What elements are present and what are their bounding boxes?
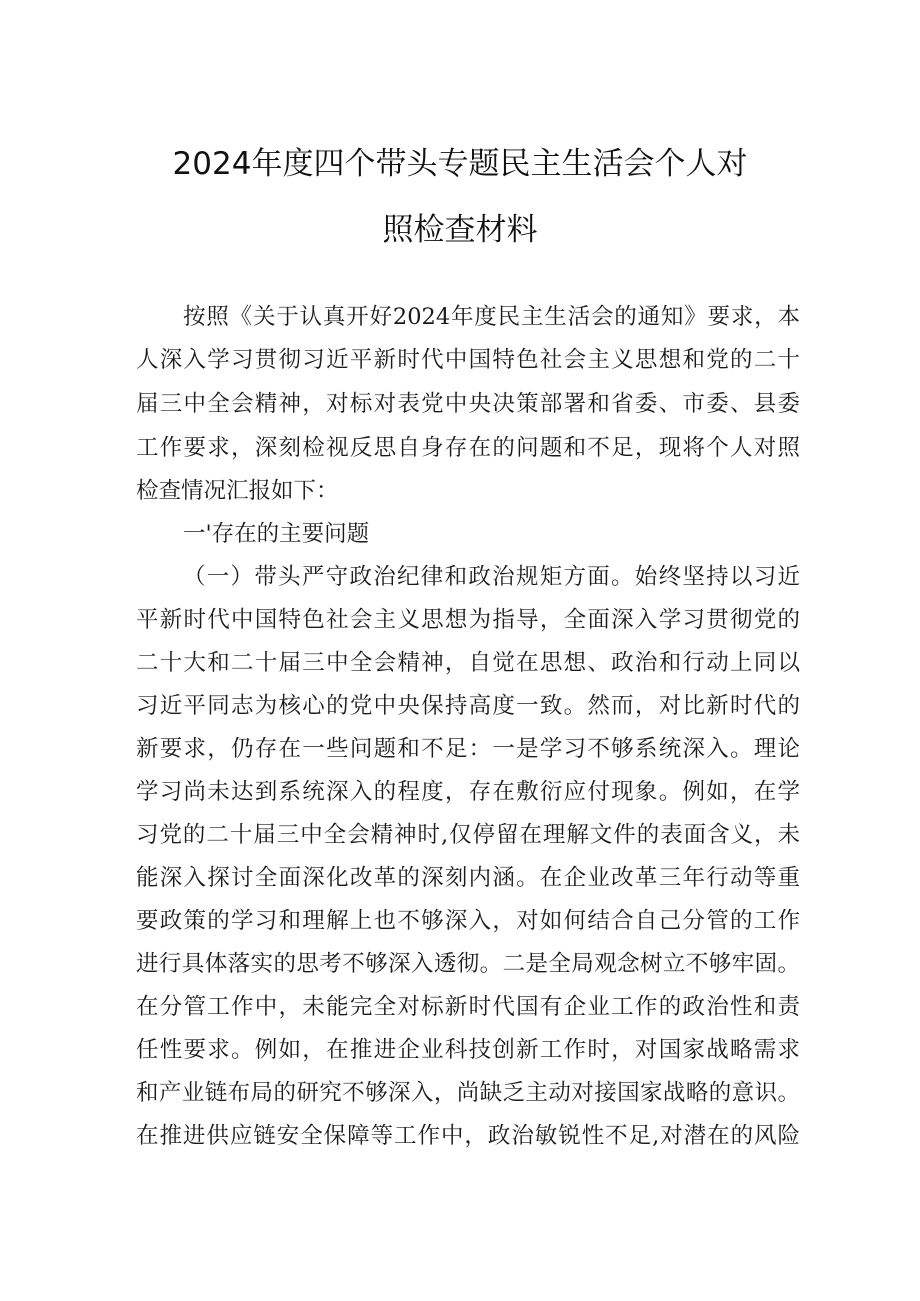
body-line: 学习尚未达到系统深入的程度，存在敷衍应付现象。例如，在学 [136,779,800,805]
body-line: 新要求，仍存在一些问题和不足：一是学习不够系统深入。理论 [136,736,800,762]
body-line: 习党的二十届三中全会精神时,仅停留在理解文件的表面含义，未 [136,822,800,848]
document-title-line-2: 照检查材料 [382,212,538,248]
intro-line: 按照《关于认真开好2024年度民主生活会的通知》要求，本 [183,304,800,330]
body-line: 平新时代中国特色社会主义思想为指导，全面深入学习贯彻党的 [136,607,800,633]
body-line: 任性要求。例如，在推进企业科技创新工作时，对国家战略需求 [136,1037,800,1063]
body-line: （一）带头严守政治纪律和政治规矩方面。始终坚持以习近 [183,564,800,590]
body-line: 要政策的学习和理解上也不够深入，对如何结合自己分管的工作 [136,908,800,934]
body-line: 在分管工作中，未能完全对标新时代国有企业工作的政治性和责 [136,994,800,1020]
intro-line: 人深入学习贯彻习近平新时代中国特色社会主义思想和党的二十 [136,347,800,373]
intro-line: 工作要求，深刻检视反思自身存在的问题和不足，现将个人对照 [136,435,800,461]
body-line: 在推进供应链安全保障等工作中，政治敏锐性不足,对潜在的风险 [136,1123,800,1149]
body-line: 进行具体落实的思考不够深入透彻。二是全局观念树立不够牢固。 [136,951,800,977]
document-title-line-1: 2024年度四个带头专题民主生活会个人对 [172,146,748,182]
body-line: 二十大和二十届三中全会精神，自觉在思想、政治和行动上同以 [136,650,800,676]
body-line: 习近平同志为核心的党中央保持高度一致。然而，对比新时代的 [136,693,800,719]
section-heading: 一'存在的主要问题 [183,521,370,547]
body-line: 和产业链布局的研究不够深入，尚缺乏主动对接国家战略的意识。 [136,1080,800,1106]
body-line: 能深入探讨全面深化改革的深刻内涵。在企业改革三年行动等重 [136,865,800,891]
intro-line: 届三中全会精神，对标对表党中央决策部署和省委、市委、县委 [136,391,800,417]
intro-line: 检查情况汇报如下： [136,478,339,504]
